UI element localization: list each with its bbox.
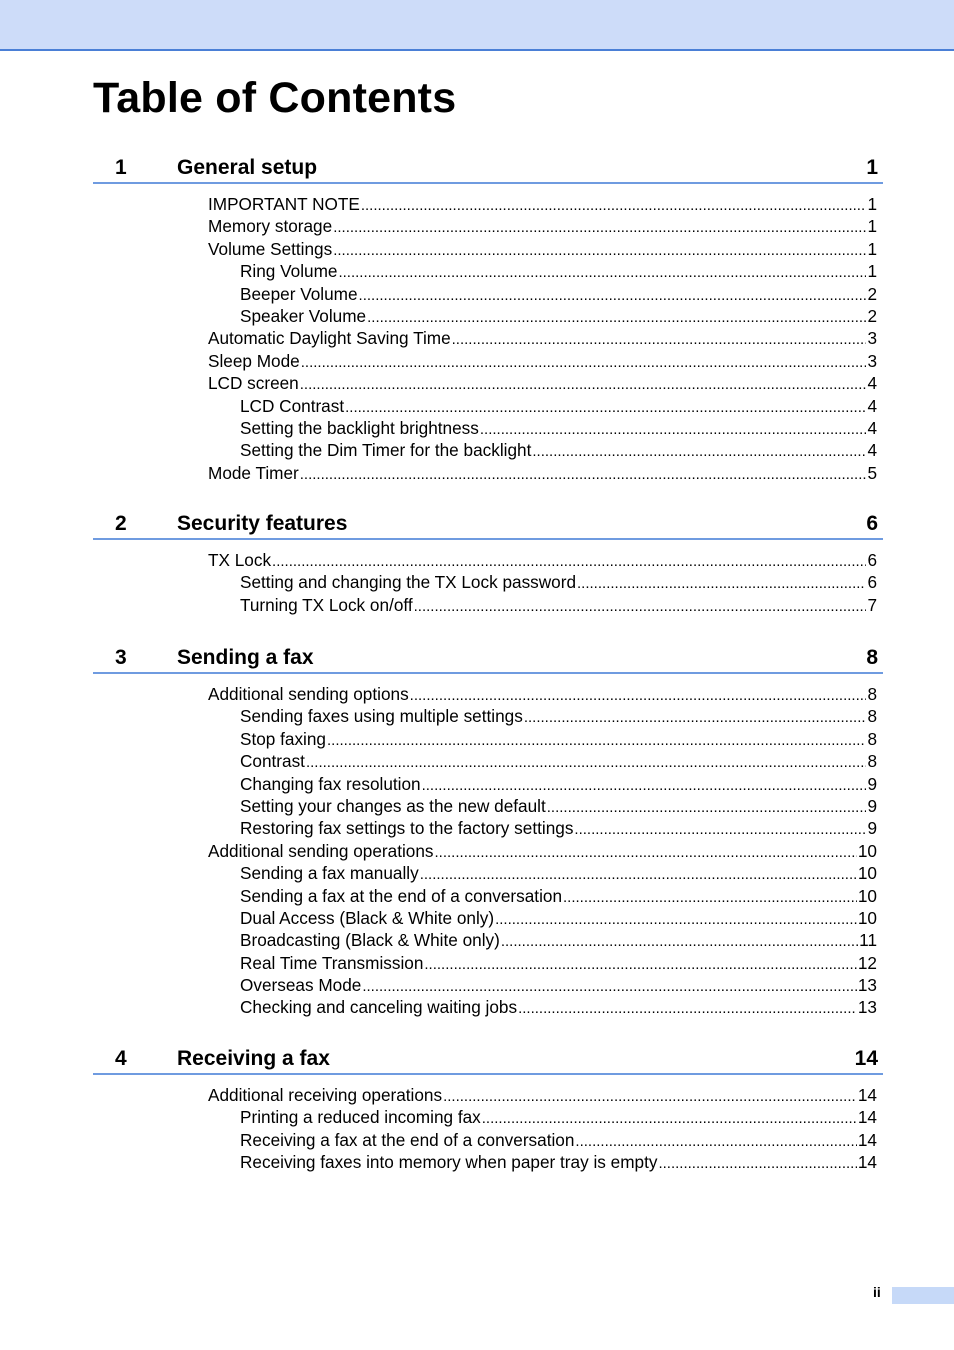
dot-leader: [306, 752, 866, 774]
toc-entry-page: 9: [867, 795, 877, 816]
toc-entry[interactable]: [240, 1106, 877, 1128]
toc-entry-page: 4: [867, 395, 877, 416]
dot-leader: [480, 419, 867, 441]
page-title: Table of Contents: [93, 74, 457, 122]
toc-entry-page: 11: [859, 930, 877, 951]
toc-entry[interactable]: [208, 549, 877, 571]
toc-entry[interactable]: [208, 215, 877, 237]
dot-leader: [414, 596, 867, 618]
toc-entry-label: Receiving faxes into memory when paper tray is empty: [240, 1152, 658, 1173]
toc-entry[interactable]: [240, 728, 877, 750]
toc-entry[interactable]: [240, 260, 877, 282]
toc-entry-label: Broadcasting (Black & White only): [240, 930, 500, 951]
dot-leader: [345, 397, 866, 419]
toc-entry[interactable]: [240, 705, 877, 727]
toc-entry-label: IMPORTANT NOTE: [208, 194, 360, 214]
dot-leader: [524, 707, 867, 729]
dot-leader: [424, 954, 856, 976]
toc-entry-label: Additional receiving operations: [208, 1085, 443, 1105]
toc-entry[interactable]: [208, 193, 877, 215]
chapter-3: [93, 642, 883, 1019]
chapter-heading: [93, 508, 883, 540]
dot-leader: [333, 217, 866, 239]
toc-entry-page: 9: [867, 773, 877, 794]
toc-entry-page: 10: [857, 840, 877, 861]
toc-entry[interactable]: [240, 929, 877, 951]
toc-entry-label: Setting the Dim Timer for the backlight: [240, 440, 532, 461]
chapter-number: 1: [115, 156, 127, 179]
toc-entry[interactable]: [208, 327, 877, 349]
toc-entry-label: Ring Volume: [240, 261, 338, 282]
toc-entry-label: Memory storage: [208, 216, 333, 237]
toc-entry-page: 2: [867, 283, 877, 304]
toc-entry-label: Real Time Transmission: [240, 952, 424, 973]
toc-entry-label: Setting the backlight brightness: [240, 417, 479, 438]
toc-entry[interactable]: [240, 1129, 877, 1151]
toc-entry-page: 2: [867, 305, 877, 326]
dot-leader: [547, 797, 867, 819]
dot-leader: [367, 307, 866, 329]
dot-leader: [333, 240, 866, 262]
toc-entry[interactable]: [240, 817, 877, 839]
toc-entry-page: 6: [867, 550, 877, 570]
toc-entry-label: Additional sending operations: [208, 840, 434, 861]
toc-entry-label: TX Lock: [208, 550, 272, 570]
toc-entry-page: 3: [867, 328, 877, 349]
chapter-heading: [93, 152, 883, 184]
dot-leader: [361, 195, 867, 217]
toc-entry-page: 8: [867, 728, 877, 749]
chapter-heading: [93, 1043, 883, 1075]
toc-entry-page: 6: [867, 572, 877, 593]
toc-entry-label: Setting your changes as the new default: [240, 795, 546, 816]
toc-entry-label: Additional sending options: [208, 684, 409, 704]
toc-entry-page: 10: [857, 885, 877, 906]
dot-leader: [272, 551, 866, 573]
toc-entry-label: Sleep Mode: [208, 350, 300, 371]
toc-entry-label: Printing a reduced incoming fax: [240, 1107, 481, 1128]
toc-entry-page: 1: [867, 216, 877, 237]
chapter-entries: [93, 683, 883, 1019]
toc-entry-page: 14: [857, 1107, 877, 1128]
toc-entry-page: 14: [857, 1085, 877, 1105]
toc-entry-page: 10: [857, 907, 877, 928]
toc-entry-page: 4: [867, 417, 877, 438]
toc-entry-label: Receiving a fax at the end of a conversation: [240, 1129, 575, 1150]
dot-leader: [452, 329, 867, 351]
dot-leader: [435, 842, 857, 864]
dot-leader: [482, 1108, 857, 1130]
dot-leader: [359, 285, 867, 307]
chapter-title[interactable]: General setup: [177, 156, 318, 179]
dot-leader: [420, 864, 857, 886]
chapter-entries: [93, 1084, 883, 1174]
dot-leader: [410, 685, 867, 707]
toc-entry[interactable]: [240, 571, 877, 593]
dot-leader: [658, 1153, 856, 1175]
toc-entry[interactable]: [240, 795, 877, 817]
toc-entry[interactable]: [240, 417, 877, 439]
toc-entry-label: Dual Access (Black & White only): [240, 907, 495, 928]
toc-entry[interactable]: [240, 305, 877, 327]
dot-leader: [577, 573, 866, 595]
toc-entry[interactable]: [240, 907, 877, 929]
toc-entry-label: Speaker Volume: [240, 305, 367, 326]
dot-leader: [532, 441, 866, 463]
toc-entry[interactable]: [240, 439, 877, 461]
toc-entry[interactable]: [208, 372, 877, 394]
toc-entry[interactable]: [240, 952, 877, 974]
toc-entry-page: 8: [867, 684, 877, 704]
chapter-page[interactable]: 1: [866, 156, 878, 179]
footer-tab: [892, 1287, 954, 1304]
toc-entry-label: LCD Contrast: [240, 395, 345, 416]
toc-entry-label: Changing fax resolution: [240, 773, 421, 794]
toc-entry[interactable]: [240, 885, 877, 907]
toc-entry-page: 10: [857, 863, 877, 884]
toc-entry-page: 5: [867, 462, 877, 483]
dot-leader: [301, 352, 867, 374]
toc-entry-page: 12: [857, 952, 877, 973]
toc-entry[interactable]: [208, 683, 877, 705]
toc-entry-page: 1: [867, 261, 877, 282]
dot-leader: [501, 931, 858, 953]
toc-entry-page: 9: [867, 818, 877, 839]
toc-entry-page: 1: [867, 194, 877, 214]
page-number: ii: [873, 1284, 881, 1300]
toc-entry[interactable]: [240, 283, 877, 305]
chapter-page[interactable]: 14: [854, 1047, 878, 1070]
toc-entry-label: Sending a fax manually: [240, 863, 419, 884]
toc-entry[interactable]: [240, 862, 877, 884]
toc-entry-label: Automatic Daylight Saving Time: [208, 328, 451, 349]
toc-entry[interactable]: [208, 350, 877, 372]
toc-entry-page: 3: [867, 350, 877, 371]
dot-leader: [443, 1086, 857, 1108]
toc-entry[interactable]: [208, 238, 877, 260]
header-band: [0, 0, 954, 51]
toc-entry-label: Setting and changing the TX Lock password: [240, 572, 577, 593]
dot-leader: [422, 775, 867, 797]
chapter-page[interactable]: 8: [866, 646, 878, 669]
toc-entry-label: Beeper Volume: [240, 283, 358, 304]
dot-leader: [518, 998, 857, 1020]
toc-entry-page: 7: [867, 594, 877, 615]
chapter-title[interactable]: Sending a fax: [177, 646, 314, 669]
toc-entry[interactable]: [240, 395, 877, 417]
toc-entry-page: 8: [867, 751, 877, 772]
toc-entry-page: 14: [857, 1152, 877, 1173]
chapter-number: 4: [115, 1047, 127, 1070]
toc-entry-page: 13: [857, 975, 877, 996]
dot-leader: [300, 464, 867, 486]
toc-entry-label: Volume Settings: [208, 238, 333, 259]
toc-entry-page: 8: [867, 706, 877, 727]
dot-leader: [575, 1131, 856, 1153]
toc-entry-page: 4: [867, 373, 877, 394]
chapter-title[interactable]: Receiving a fax: [177, 1047, 330, 1070]
dot-leader: [574, 819, 866, 841]
toc-entry-page: 13: [857, 997, 877, 1018]
chapter-number: 2: [115, 512, 127, 535]
toc-entry-label: Overseas Mode: [240, 975, 362, 996]
toc-entry-label: Turning TX Lock on/off: [240, 594, 413, 615]
chapter-number: 3: [115, 646, 127, 669]
toc-entry-label: Sending faxes using multiple settings: [240, 706, 523, 727]
toc-entry[interactable]: [208, 840, 877, 862]
toc-entry[interactable]: [240, 974, 877, 996]
chapter-2: [93, 508, 883, 616]
chapter-page[interactable]: 6: [866, 512, 878, 535]
toc-entry-page: 4: [867, 440, 877, 461]
dot-leader: [327, 730, 866, 752]
dot-leader: [495, 909, 857, 931]
chapter-1: [93, 152, 883, 484]
toc-entry[interactable]: [208, 462, 877, 484]
toc-entry-label: LCD screen: [208, 373, 299, 394]
toc-entry[interactable]: [240, 750, 877, 772]
toc-entry[interactable]: [208, 1084, 877, 1106]
dot-leader: [338, 262, 866, 284]
toc-entry[interactable]: [240, 996, 877, 1018]
toc-entry[interactable]: [240, 594, 877, 616]
toc-entry[interactable]: [240, 1151, 877, 1173]
toc-entry-label: Checking and canceling waiting jobs: [240, 997, 518, 1018]
chapter-4: [93, 1043, 883, 1174]
chapter-entries: [93, 193, 883, 484]
toc-entry-label: Sending a fax at the end of a conversation: [240, 885, 563, 906]
toc-entry-page: 1: [867, 238, 877, 259]
toc-entry-label: Mode Timer: [208, 462, 299, 483]
toc-entry-page: 14: [857, 1129, 877, 1150]
toc-entry-label: Restoring fax settings to the factory settings: [240, 818, 574, 839]
chapter-title[interactable]: Security features: [177, 512, 348, 535]
toc-entry-label: Stop faxing: [240, 728, 326, 749]
chapter-entries: [93, 549, 883, 616]
dot-leader: [300, 374, 867, 396]
dot-leader: [362, 976, 857, 998]
chapter-heading: [93, 642, 883, 674]
toc-entry[interactable]: [240, 773, 877, 795]
dot-leader: [563, 887, 857, 909]
toc-entry-label: Contrast: [240, 751, 305, 772]
